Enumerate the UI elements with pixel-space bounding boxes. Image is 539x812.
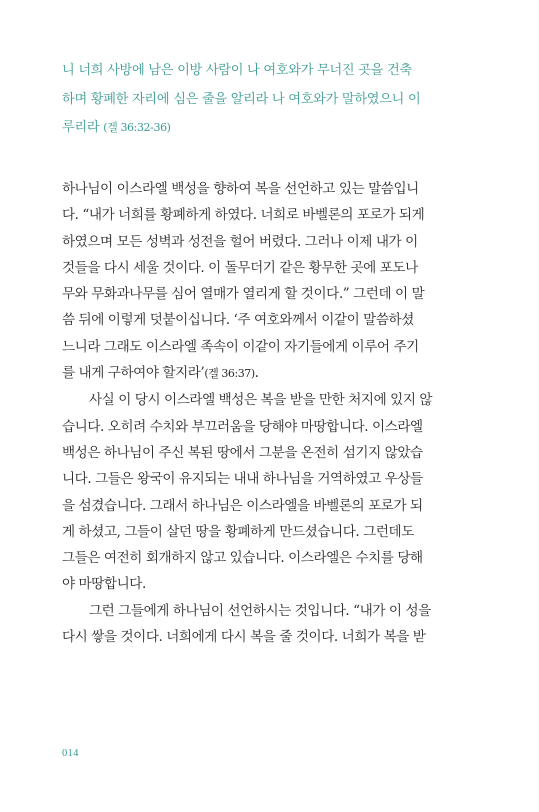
body-line: 야 마땅합니다. <box>62 576 146 593</box>
body-line: 하였으며 모든 성벽과 성전을 헐어 버렸다. 그러나 이제 내가 이 <box>62 233 418 250</box>
body-line: 것들을 다시 세울 것이다. 이 돌무더기 같은 황무한 곳에 포도나 <box>62 259 418 276</box>
body-line: 게 하셨고, 그들이 살던 땅을 황폐하게 만드셨습니다. 그런데도 <box>62 523 414 540</box>
body-line: 을 섬겼습니다. 그래서 하나님은 이스라엘을 바벨론의 포로가 되 <box>62 497 423 514</box>
quote-line: 니 너희 사방에 남은 이방 사람이 나 여호와가 무너진 곳을 건축 <box>62 63 412 78</box>
body-line: 사실 이 당시 이스라엘 백성은 복을 받을 만한 처지에 있지 않 <box>89 392 433 409</box>
body-line: 그들은 여전히 회개하지 않고 있습니다. 이스라엘은 수치를 당해 <box>62 550 423 567</box>
body-line-text: 를 내게 구하여야 할지라’ <box>62 365 205 382</box>
body-line: 하나님이 이스라엘 백성을 향하여 복을 선언하고 있는 말씀입니 <box>62 181 419 197</box>
body-line: 다시 쌓을 것이다. 너희에게 다시 복을 줄 것이다. 너희가 복을 받 <box>62 629 426 646</box>
inline-citation: (겔 36:37) <box>204 367 255 381</box>
scripture-quote <box>62 57 482 143</box>
quote-citation: (겔 36:32-36) <box>103 121 171 134</box>
sentence-end: . <box>254 365 259 382</box>
body-line: 무와 무화과나무를 심어 열매가 열리게 할 것이다.” 그런데 이 말 <box>62 286 425 303</box>
body-line: 그런 그들에게 하나님이 선언하시는 것입니다. “내가 이 성을 <box>89 602 431 619</box>
body-line: 니다. 그들은 왕국이 유지되는 내내 하나님을 거역하였고 우상들 <box>62 471 423 488</box>
quote-line <box>62 114 482 143</box>
body-line: 백성은 하나님이 주신 복된 땅에서 그분을 온전히 섬기지 않았습 <box>62 444 423 461</box>
page-number: 014 <box>62 748 79 759</box>
quote-line-text: 루리라 <box>62 120 100 135</box>
body-line: 씀 뒤에 이렇게 덧붙이십니다. ‘주 여호와께서 이같이 말씀하셨 <box>62 312 414 329</box>
body-text <box>62 176 482 650</box>
quote-line: 하며 황폐한 자리에 심은 줄을 알리라 나 여호와가 말하였으니 이 <box>62 91 421 107</box>
body-line: 느니라 그래도 이스라엘 족속이 이같이 자기들에게 이루어 주기 <box>62 338 419 355</box>
body-line <box>62 360 482 387</box>
body-line: 다. “내가 너희를 황폐하게 하였다. 너희로 바벨론의 포로가 되게 <box>62 207 425 224</box>
body-line: 습니다. 오히려 수치와 부끄러움을 당해야 마땅합니다. 이스라엘 <box>62 418 423 435</box>
